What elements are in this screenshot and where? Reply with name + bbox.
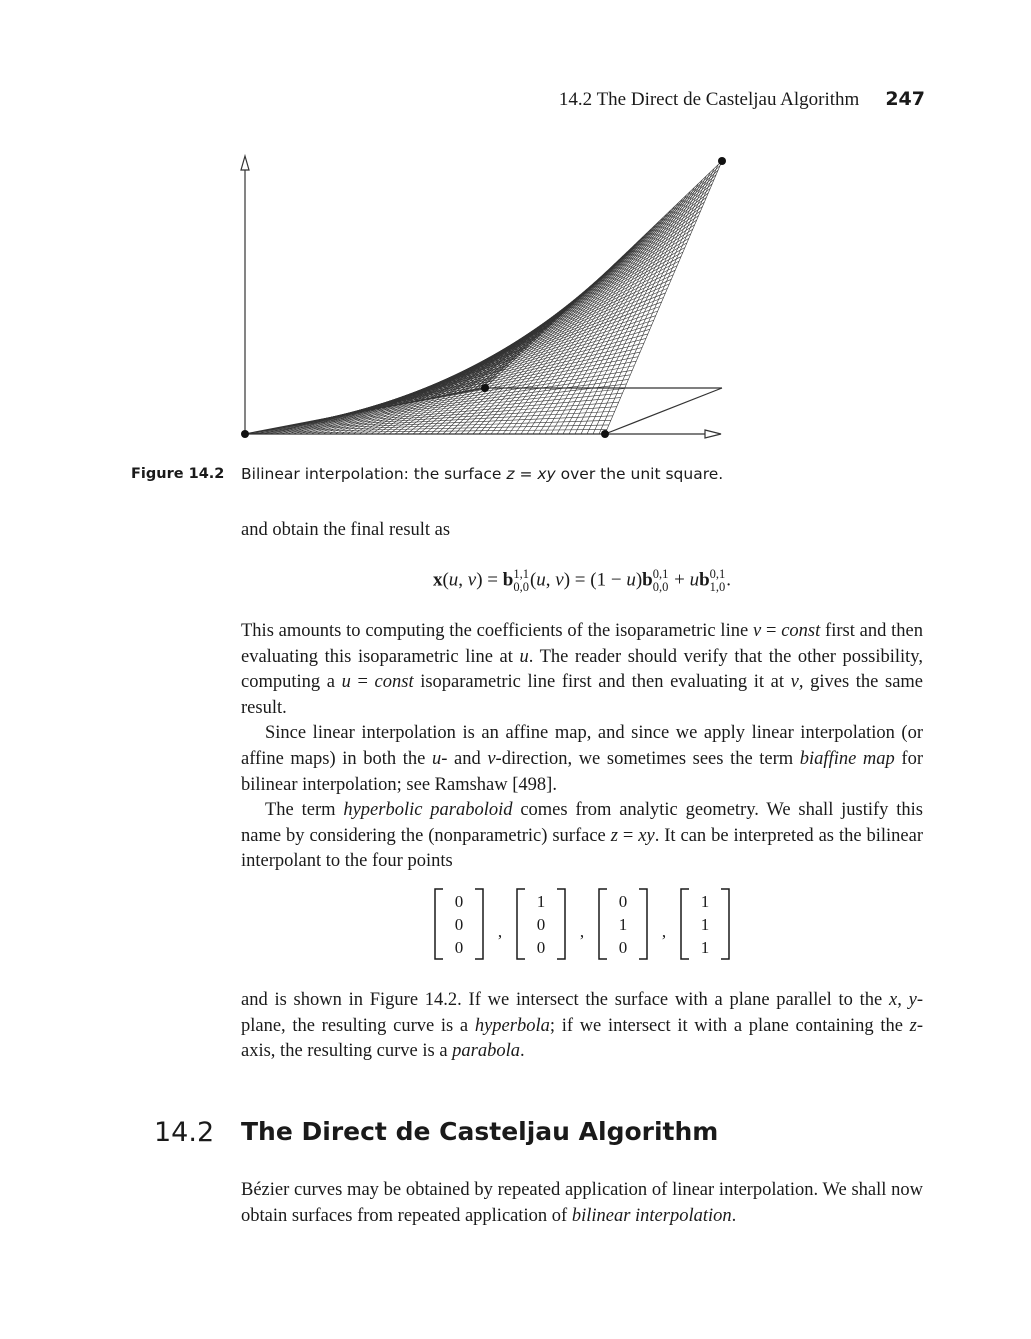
section-title: The Direct de Casteljau Algorithm <box>241 1117 719 1146</box>
bracket-right <box>721 889 729 959</box>
section-body-end: . <box>731 1205 737 1226</box>
paragraph-2: Since linear interpolation is an affine map, and since we apply linear interpolation (or affine maps) in both the u- and v-direction, we sometimes sees the term biaffine map for bilinear interpolation; see Ramshaw [498]. <box>241 723 923 795</box>
eq-sub-3: 1,0 <box>709 580 726 594</box>
matrix-entry: 0 <box>454 915 464 934</box>
body-text <box>241 619 923 875</box>
section-body <box>241 1178 923 1229</box>
figure-caption: Bilinear interpolation: the surface z = xy over the unit square. <box>241 465 724 483</box>
ruling-line <box>485 161 722 388</box>
matrix-entry: 0 <box>618 938 628 957</box>
bracket-right <box>639 889 647 959</box>
corner-point-top <box>718 157 726 165</box>
paragraph-4-block <box>241 988 923 1065</box>
term-parabola: parabola <box>452 1041 520 1062</box>
figure-bilinear-surface <box>225 148 735 448</box>
four-points-matrices <box>241 885 923 963</box>
corner-point-origin <box>241 430 249 438</box>
corner-point-x <box>601 430 609 438</box>
running-head <box>420 88 925 111</box>
section-paragraph <box>241 1178 923 1229</box>
corner-point-y <box>481 384 489 392</box>
matrix-entry: 0 <box>536 938 546 957</box>
term-hyperbola: hyperbola <box>474 1015 550 1036</box>
matrix-entry: 1 <box>700 892 710 911</box>
matrix-entry: 0 <box>618 892 628 911</box>
matrix-entry: 0 <box>454 938 464 957</box>
page-number: 247 <box>885 88 925 110</box>
term-hyperbolic-paraboloid: hyperbolic paraboloid <box>343 800 513 821</box>
matrix-entry: 1 <box>700 915 710 934</box>
bracket-left <box>517 889 525 959</box>
lead-in: and obtain the final result as <box>241 520 451 540</box>
z-axis-arrow <box>241 156 249 170</box>
matrix-entry: 1 <box>618 915 628 934</box>
matrix-entry: 0 <box>536 915 546 934</box>
figure-label: Figure 14.2 <box>131 466 225 482</box>
ruling-line <box>385 275 673 407</box>
bracket-right <box>557 889 565 959</box>
running-head-title: 14.2 The Direct de Casteljau Algorithm <box>558 89 860 110</box>
matrix-comma: , <box>661 922 667 941</box>
bracket-right <box>475 889 483 959</box>
matrix-comma: , <box>579 922 585 941</box>
bracket-left <box>435 889 443 959</box>
section-body-text: Bézier curves may be obtained by repeated application of linear interpolation. We shall now obtain surfaces from repeated application of <box>241 1180 923 1226</box>
matrix-entry: 0 <box>454 892 464 911</box>
term-biaffine: biaffine map <box>799 748 895 769</box>
eq-sup-2: 0,1 <box>652 567 669 581</box>
term-bilinear-interpolation: bilinear interpolation <box>571 1205 732 1226</box>
matrix-entry: 1 <box>536 892 546 911</box>
eq-sup-1: 1,1 <box>513 567 529 581</box>
surface-rulings <box>245 161 722 434</box>
bracket-left <box>599 889 607 959</box>
matrix-comma: , <box>497 922 503 941</box>
eq-sub-2: 0,0 <box>652 580 669 594</box>
base-edge-far <box>605 388 722 434</box>
eq-sub-1: 0,0 <box>513 580 529 594</box>
section-number: 14.2 <box>154 1117 215 1148</box>
bracket-left <box>681 889 689 959</box>
paragraph-4: and is shown in Figure 14.2. If we intersect the surface with a plane parallel to the x, y-plane, the resulting curve is a hyperbola; if we intersect it with a plane containing the z-axis, the resulting curve is a parabola. <box>241 990 924 1062</box>
eq-sup-3: 0,1 <box>709 567 726 581</box>
equation: x(u, v) = b 1,1 0,0 (u, v) = (1 − u)b 0,1 0,0 + ub 0,1 1,0 . <box>432 567 732 594</box>
paragraph-1: This amounts to computing the coefficients of the isoparametric line v = const first and then evaluating this isoparametric line at u. The reader should verify that the other possibility, computing a u = const isoparametric line first and then evaluating it at v, gives the same result. <box>241 621 924 718</box>
x-axis-arrow <box>705 430 721 438</box>
ruling-line <box>277 398 621 428</box>
matrix-entry: 1 <box>700 938 710 957</box>
paragraph-3: The term hyperbolic paraboloid comes from analytic geometry. We shall justify this name by considering the (nonparametric) surface z = xy. It can be interpreted as the bilinear interpolant to the four points <box>241 800 923 872</box>
